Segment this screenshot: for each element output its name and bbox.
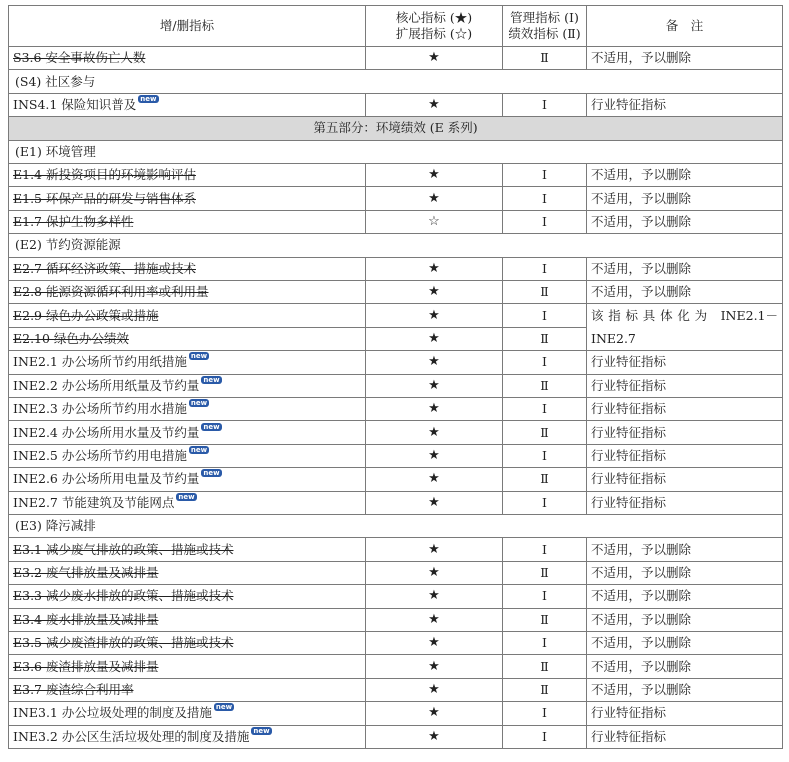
section-heading-row [9, 140, 783, 163]
indicator-name-cell [9, 655, 366, 678]
star-filled-icon: ★ [366, 491, 503, 514]
star-filled-icon: ★ [366, 444, 503, 467]
indicator-type: Ⅰ [503, 398, 587, 421]
table-row [9, 561, 783, 584]
star-filled-icon: ★ [366, 631, 503, 654]
indicator-name: E2.9 绿色办公政策或措施 [13, 307, 159, 323]
indicator-name-cell [9, 608, 366, 631]
remark-cell: 行业特征指标 [587, 702, 783, 725]
section-heading: (E3) 降污减排 [9, 515, 783, 538]
remark-cell: 不适用，予以删除 [587, 538, 783, 561]
remark-cell: 行业特征指标 [587, 93, 783, 116]
star-filled-icon: ★ [366, 163, 503, 186]
table-row [9, 631, 783, 654]
header-core-label: 核心指标 (★) [395, 10, 473, 25]
indicator-name: E3.3 减少废水排放的政策、措施或技术 [13, 588, 234, 604]
section-heading-row [9, 234, 783, 257]
remark-cell: 不适用，予以删除 [587, 280, 783, 303]
star-filled-icon: ★ [366, 187, 503, 210]
indicator-type: Ⅰ [503, 538, 587, 561]
table-header-row [9, 6, 783, 47]
header-indicator: 增/删指标 [9, 6, 366, 47]
indicator-type: Ⅰ [503, 304, 587, 328]
indicator-name: INE3.1 办公垃圾处理的制度及措施 [13, 705, 212, 721]
indicator-name-cell [9, 187, 366, 210]
indicator-name-cell [9, 702, 366, 725]
indicator-name-cell [9, 725, 366, 748]
remark-cell: 不适用，予以删除 [587, 655, 783, 678]
remark-cell: 不适用，予以删除 [587, 631, 783, 654]
indicator-name: INE2.4 办公场所用水量及节约量 [13, 424, 200, 440]
indicator-name-cell [9, 491, 366, 514]
remark-cell: 不适用，予以删除 [587, 257, 783, 280]
header-management-performance [503, 6, 587, 47]
indicator-name-cell [9, 538, 366, 561]
indicator-name: E1.7 保护生物多样性 [13, 213, 134, 229]
indicator-name-cell [9, 585, 366, 608]
indicator-type: Ⅰ [503, 351, 587, 374]
new-badge-icon: new [140, 94, 157, 103]
indicator-name: E1.4 新投资项目的环境影响评估 [13, 167, 196, 183]
indicator-type: Ⅱ [503, 561, 587, 584]
table-row [9, 398, 783, 421]
remark-cell: 不适用，予以删除 [587, 561, 783, 584]
table-row [9, 93, 783, 116]
star-filled-icon: ★ [366, 725, 503, 748]
table-row [9, 725, 783, 748]
indicator-name-cell [9, 304, 366, 328]
star-filled-icon: ★ [366, 304, 503, 328]
indicator-name: E2.10 绿色办公绩效 [13, 331, 129, 347]
table-row [9, 608, 783, 631]
indicator-name-cell [9, 163, 366, 186]
indicator-name: INE2.3 办公场所节约用水措施 [13, 401, 187, 417]
section-heading: (S4) 社区参与 [9, 70, 783, 93]
indicator-name-cell [9, 351, 366, 374]
star-filled-icon: ★ [366, 280, 503, 303]
indicator-name-cell [9, 280, 366, 303]
indicator-name: E1.5 环保产品的研发与销售体系 [13, 190, 196, 206]
indicator-name-cell [9, 444, 366, 467]
star-filled-icon: ★ [366, 702, 503, 725]
indicator-name-cell [9, 93, 366, 116]
indicator-type: Ⅰ [503, 257, 587, 280]
table-row [9, 257, 783, 280]
star-outline-icon: ☆ [366, 210, 503, 233]
indicator-type: Ⅱ [503, 280, 587, 303]
table-row [9, 702, 783, 725]
indicator-name: INE3.2 办公区生活垃圾处理的制度及措施 [13, 728, 250, 744]
star-filled-icon: ★ [366, 93, 503, 116]
new-badge-icon: new [203, 469, 220, 478]
indicator-type: Ⅰ [503, 585, 587, 608]
indicator-name: E2.8 能源资源循环利用率或利用量 [13, 284, 209, 300]
table-row [9, 421, 783, 444]
indicator-name: INE2.6 办公场所用电量及节约量 [13, 471, 200, 487]
table-row [9, 444, 783, 467]
table-row [9, 538, 783, 561]
section-heading: (E1) 环境管理 [9, 140, 783, 163]
table-row [9, 187, 783, 210]
indicator-name: E2.7 循环经济政策、措施或技术 [13, 260, 196, 276]
indicator-name: INE2.1 办公场所节约用纸措施 [13, 354, 187, 370]
star-filled-icon: ★ [366, 655, 503, 678]
indicator-name: E3.1 减少废气排放的政策、措施或技术 [13, 541, 234, 557]
new-badge-icon: new [215, 703, 233, 712]
indicator-name-cell [9, 468, 366, 491]
indicator-name: E3.2 废气排放量及减排量 [13, 565, 159, 580]
indicator-type: Ⅰ [503, 725, 587, 748]
indicator-name: INE2.2 办公场所用纸量及节约量 [13, 377, 200, 393]
indicator-type: Ⅰ [503, 93, 587, 116]
indicator-name: INE2.5 办公场所节约用电措施 [13, 448, 187, 464]
indicator-name-cell [9, 327, 366, 351]
indicator-type: Ⅰ [503, 491, 587, 514]
remark-line: INE2.7 [591, 331, 636, 347]
star-filled-icon: ★ [366, 351, 503, 374]
section-heading-row [9, 515, 783, 538]
indicator-name: S3.6 安全事故伤亡人数 [13, 50, 146, 66]
star-filled-icon: ★ [366, 398, 503, 421]
new-badge-icon: new [178, 492, 195, 501]
new-badge-icon: new [203, 422, 220, 431]
table-row [9, 163, 783, 186]
new-badge-icon: new [203, 375, 220, 384]
new-badge-icon: new [190, 446, 208, 455]
star-filled-icon: ★ [366, 608, 503, 631]
star-filled-icon: ★ [366, 678, 503, 701]
remark-cell: 行业特征指标 [587, 725, 783, 748]
table-row [9, 304, 783, 328]
table-row [9, 468, 783, 491]
indicator-name-cell [9, 678, 366, 701]
indicator-name: E3.4 废水排放量及减排量 [13, 611, 159, 627]
indicator-table [8, 5, 783, 749]
table-row [9, 351, 783, 374]
remark-cell: 行业特征指标 [587, 491, 783, 514]
remark-cell: 行业特征指标 [587, 444, 783, 467]
remark-cell-merged [587, 304, 783, 351]
indicator-type: Ⅰ [503, 444, 587, 467]
indicator-name: E3.6 废渣排放量及减排量 [13, 658, 159, 674]
star-filled-icon: ★ [366, 327, 503, 351]
table-row [9, 585, 783, 608]
indicator-type: Ⅱ [503, 678, 587, 701]
indicator-type: Ⅱ [503, 608, 587, 631]
indicator-name-cell [9, 257, 366, 280]
new-badge-icon: new [190, 352, 208, 361]
star-filled-icon: ★ [366, 374, 503, 397]
indicator-type: Ⅱ [503, 468, 587, 491]
remark-cell: 不适用，予以删除 [587, 678, 783, 701]
table-row [9, 678, 783, 701]
remark-cell: 不适用，予以删除 [587, 585, 783, 608]
indicator-name: INE2.7 节能建筑及节能网点 [13, 494, 175, 510]
star-filled-icon: ★ [366, 421, 503, 444]
section-heading-row [9, 70, 783, 93]
star-filled-icon: ★ [366, 585, 503, 608]
part-heading: 第五部分：环境绩效 (E 系列) [9, 117, 783, 140]
header-core-extended [366, 6, 503, 47]
star-filled-icon: ★ [366, 538, 503, 561]
part-heading-row [9, 117, 783, 140]
indicator-name-cell [9, 561, 366, 584]
star-filled-icon: ★ [366, 257, 503, 280]
indicator-type: Ⅱ [503, 374, 587, 397]
indicator-type: Ⅱ [503, 47, 587, 70]
star-filled-icon: ★ [366, 47, 503, 70]
remark-cell: 行业特征指标 [587, 398, 783, 421]
table-body [9, 47, 783, 749]
indicator-type: Ⅱ [503, 421, 587, 444]
remark-cell: 不适用，予以删除 [587, 47, 783, 70]
indicator-name: E3.7 废渣综合利用率 [13, 681, 134, 697]
table-row [9, 210, 783, 233]
header-extended-label: 扩展指标 (☆) [395, 26, 473, 41]
indicator-name-cell [9, 398, 366, 421]
remark-cell: 不适用，予以删除 [587, 608, 783, 631]
section-heading: (E2) 节约资源能源 [9, 234, 783, 257]
star-filled-icon: ★ [366, 468, 503, 491]
remark-cell: 不适用，予以删除 [587, 187, 783, 210]
new-badge-icon: new [253, 726, 270, 735]
remark-line: 该指标具体化为 INE2.1－ [591, 308, 778, 324]
table-row [9, 280, 783, 303]
indicator-name-cell [9, 631, 366, 654]
indicator-name-cell [9, 47, 366, 70]
remark-cell: 行业特征指标 [587, 468, 783, 491]
new-badge-icon: new [190, 399, 208, 408]
remark-cell: 不适用，予以删除 [587, 163, 783, 186]
indicator-type: Ⅱ [503, 327, 587, 351]
indicator-type: Ⅰ [503, 163, 587, 186]
table-row [9, 47, 783, 70]
indicator-type: Ⅰ [503, 702, 587, 725]
indicator-name-cell [9, 210, 366, 233]
indicator-type: Ⅰ [503, 631, 587, 654]
star-filled-icon: ★ [366, 561, 503, 584]
table-row [9, 491, 783, 514]
indicator-name-cell [9, 421, 366, 444]
header-management-label: 管理指标 (Ⅰ) [510, 10, 579, 25]
header-performance-label: 绩效指标 (Ⅱ) [508, 26, 581, 41]
indicator-name: E3.5 减少废渣排放的政策、措施或技术 [13, 635, 234, 651]
remark-cell: 行业特征指标 [587, 374, 783, 397]
table-row [9, 655, 783, 678]
remark-cell: 不适用，予以删除 [587, 210, 783, 233]
table-row [9, 374, 783, 397]
indicator-name-cell [9, 374, 366, 397]
header-remarks: 备 注 [587, 6, 783, 47]
indicator-type: Ⅰ [503, 210, 587, 233]
remark-cell: 行业特征指标 [587, 351, 783, 374]
remark-cell: 行业特征指标 [587, 421, 783, 444]
indicator-type: Ⅱ [503, 655, 587, 678]
indicator-type: Ⅰ [503, 187, 587, 210]
indicator-name: INS4.1 保险知识普及 [13, 96, 137, 112]
